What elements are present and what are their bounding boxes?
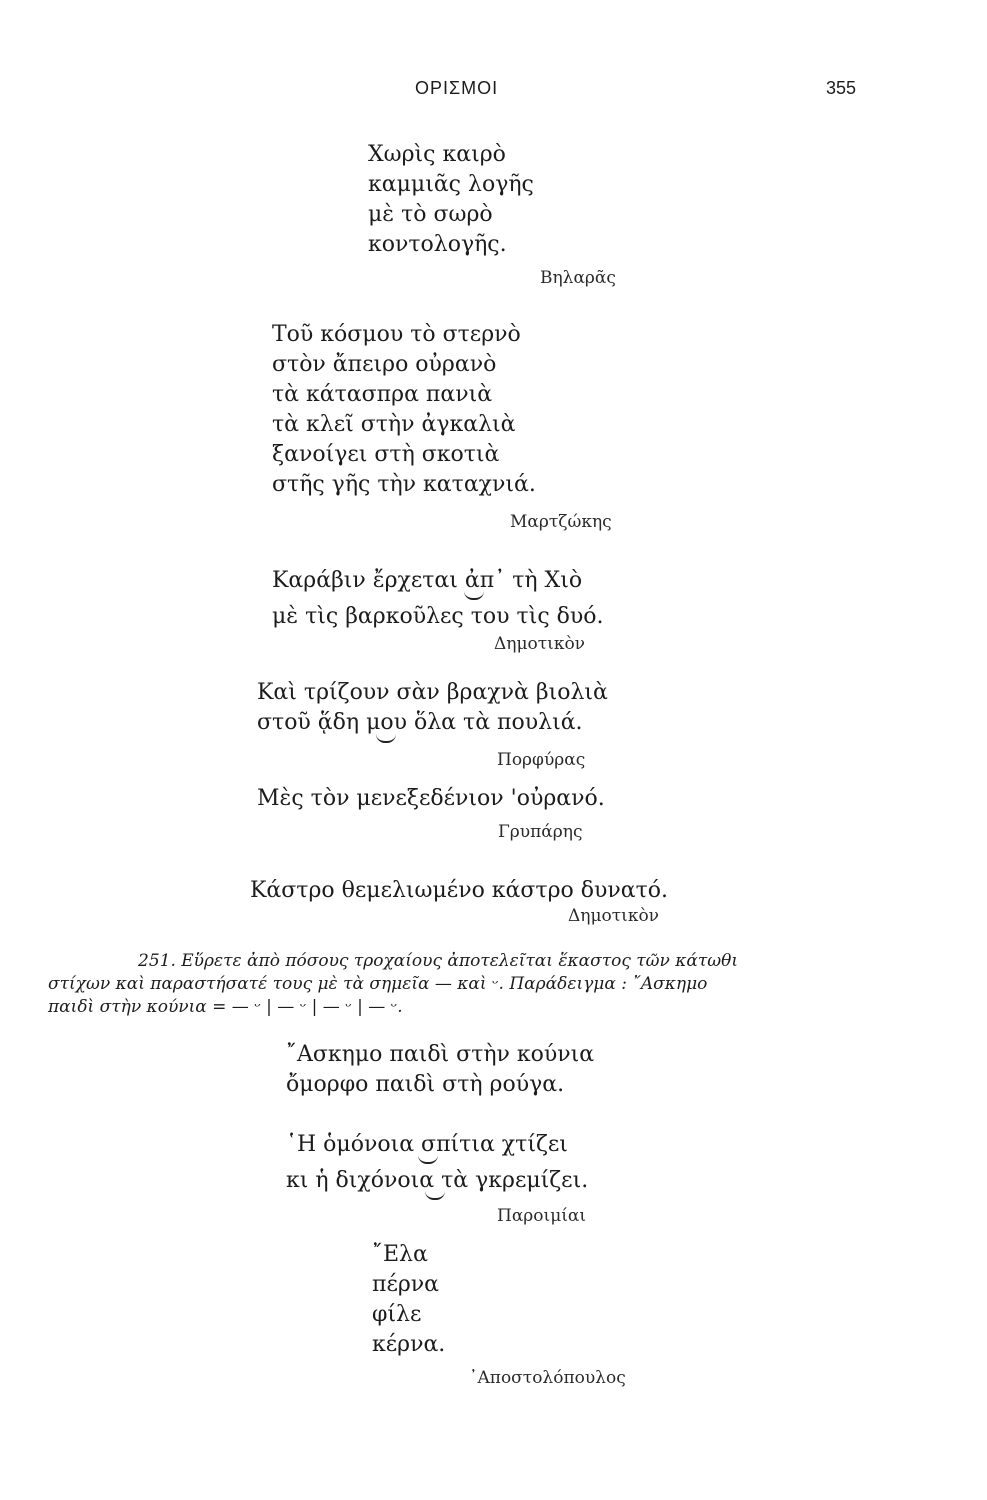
verse-line: ξανοίγει στὴ σκοτιὰ: [272, 442, 500, 467]
verse-line: μὲ τὸ σωρὸ: [368, 202, 493, 227]
verse-line: ῎Ασκημο παιδὶ στὴν κούνια: [286, 1042, 595, 1067]
exercise-251: [48, 950, 938, 1019]
poem-author: Βηλαρᾶς: [540, 268, 616, 288]
verse-line: φίλε: [372, 1302, 422, 1327]
verse-line: Τοῦ κόσμου τὸ στερνὸ: [272, 322, 521, 347]
synizesis-mark: [376, 734, 396, 743]
verse-line: Κάστρο θεμελιωμένο κάστρο δυνατό.: [250, 878, 669, 903]
example-poem-apostolopoulos: [372, 1240, 445, 1360]
exercise-text-line: στίχων καὶ παραστήσατέ τους μὲ τὰ σημεῖα — καὶ ᵕ. Παράδειγμα : ῎Ασκημο: [48, 974, 708, 994]
poem-author: Μαρτζώκης: [510, 512, 612, 532]
chapter-title: ΟΡΙΣΜΟΙ: [415, 78, 499, 98]
exercise-text-line: 251. Εὕρετε ἀπὸ πόσους τροχαίους ἀποτελεῖται ἕκαστος τῶν κάτωθι: [138, 951, 739, 971]
verse-line: στοῦ ᾅδη μου ὅλα τὰ πουλιά.: [257, 710, 583, 735]
poem-martzokis: [272, 320, 536, 500]
verse-line: ῎Ελα: [372, 1242, 428, 1267]
poem-vilaras: [368, 140, 534, 260]
verse-line: πέρνα: [372, 1272, 440, 1297]
verse-line: ὄμορφο παιδὶ στὴ ρούγα.: [286, 1072, 565, 1097]
verse-line: τὰ κλεῖ στὴν ἀγκαλιὰ: [272, 412, 516, 437]
verse-line: Καράβιν ἔρχεται ἀπ᾿ τὴ Χιὸ: [272, 568, 583, 593]
verse-line: ῾Η ὁμόνοια σπίτια χτίζει: [286, 1132, 568, 1157]
verse-line: κοντολογῆς.: [368, 232, 507, 257]
verse-line: κέρνα.: [372, 1332, 446, 1357]
verse-line: μὲ τὶς βαρκοῦλες του τὶς δυό.: [272, 604, 604, 629]
example-couplet-1: [286, 1040, 594, 1100]
exercise-text-line: παιδὶ στὴν κούνια = — ᵕ | — ᵕ | — ᵕ | — ᵕ.: [48, 997, 403, 1017]
example-couplet-2: [286, 1124, 588, 1196]
verse-line: στὸν ἄπειρο οὐρανὸ: [272, 352, 497, 377]
poem-porfyras: [257, 678, 608, 738]
verse-line: τὰ κάτασπρα πανιὰ: [272, 382, 493, 407]
page-number: 355: [826, 78, 857, 98]
poem-gryparis: [257, 784, 605, 814]
verse-line: Χωρὶς καιρὸ: [368, 142, 506, 167]
poem-author: Δημοτικὸν: [494, 634, 586, 654]
poem-author: Γρυπάρης: [498, 822, 583, 842]
synizesis-mark: [425, 1191, 445, 1200]
poem-dimotikon-1: [272, 560, 604, 632]
verse-line: στῆς γῆς τὴν καταχνιά.: [272, 472, 536, 497]
verse-line: Καὶ τρίζουν σὰν βραχνὰ βιολιὰ: [257, 680, 608, 705]
poem-dimotikon-2: [250, 876, 668, 906]
poem-author: Δημοτικὸν: [568, 906, 660, 926]
poem-author: Παροιμίαι: [497, 1206, 587, 1226]
verse-line: καμμιᾶς λογῆς: [368, 172, 534, 197]
verse-line: Μὲς τὸν μενεξεδένιον 'οὐρανό.: [257, 786, 605, 811]
poem-author: Πορφύρας: [497, 750, 586, 770]
verse-line: κι ἡ διχόνοια τὰ γκρεμίζει.: [286, 1168, 589, 1193]
poem-author: ᾿Αποστολόπουλος: [469, 1368, 626, 1388]
